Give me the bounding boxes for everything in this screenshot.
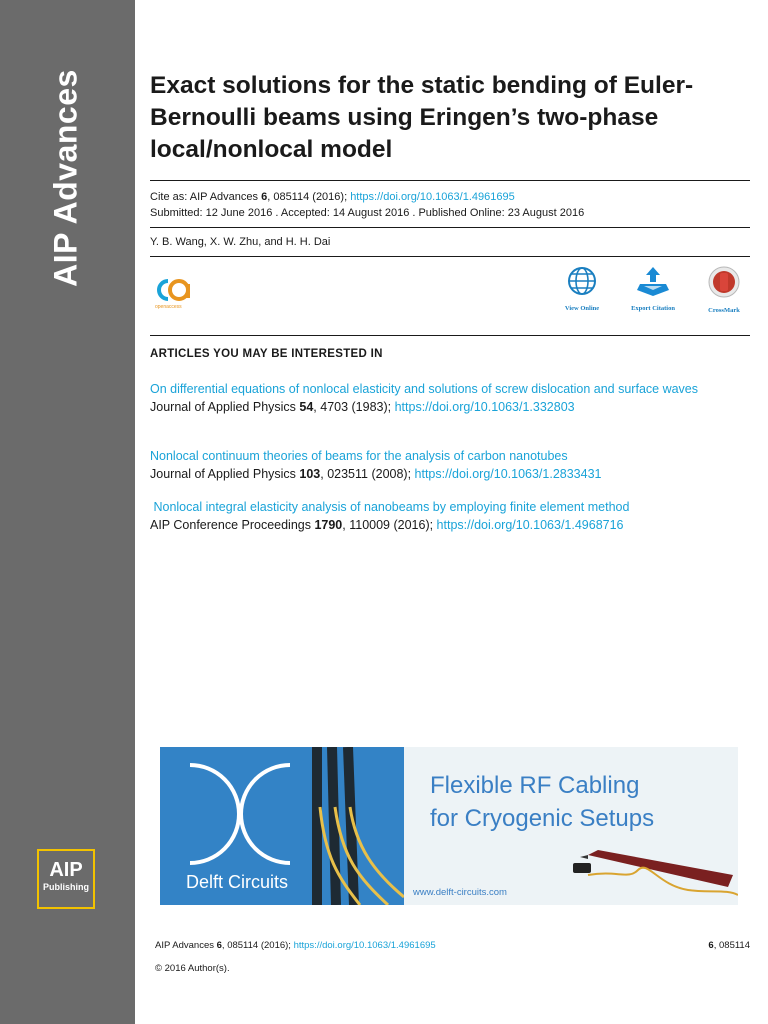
export-citation-button[interactable]	[618, 266, 688, 312]
open-access-icon	[152, 276, 198, 304]
footer-volume: 6	[216, 940, 222, 951]
banner-headline	[430, 769, 654, 835]
view-online-label: View Online	[564, 305, 600, 312]
article-title: Exact solutions for the static bending of Euler-Bernoulli beams using Eringen’s two-phase local/nonlocal model	[150, 72, 694, 163]
open-access-logo	[152, 276, 198, 316]
related-article-doi-link[interactable]: https://doi.org/10.1063/1.2833431	[414, 467, 602, 481]
related-article-journal: Journal of Applied Physics	[150, 467, 300, 481]
related-article-details: , 023511 (2008);	[320, 467, 415, 481]
footer-citation	[155, 939, 750, 952]
related-article	[150, 381, 740, 416]
footer-journal: AIP Advances	[155, 940, 217, 951]
footer-page-number	[708, 939, 750, 952]
citation-line	[150, 189, 515, 205]
export-citation-label: Export Citation	[631, 305, 675, 312]
cite-volume: 6	[261, 191, 268, 203]
view-online-button[interactable]	[547, 266, 617, 312]
divider	[150, 335, 750, 336]
article-doi-link[interactable]: https://doi.org/10.1063/1.4961695	[350, 191, 515, 203]
banner-brand-panel	[160, 747, 404, 905]
banner-url: www.delft-circuits.com	[413, 887, 507, 898]
journal-sidebar	[0, 0, 135, 1024]
crossmark-icon	[707, 266, 741, 298]
crossmark-label: CrossMark	[708, 307, 740, 314]
divider	[150, 227, 750, 228]
footer-page-volume: 6	[708, 940, 714, 951]
related-article-volume: 54	[299, 400, 314, 414]
related-article-volume: 103	[299, 467, 321, 481]
related-article	[150, 448, 740, 483]
related-article-doi-link[interactable]: https://doi.org/10.1063/1.4968716	[436, 518, 624, 532]
banner-headline-line1: Flexible RF Cabling	[430, 772, 640, 799]
footer-copyright: © 2016 Author(s).	[155, 963, 230, 974]
export-icon	[636, 266, 670, 296]
related-article-citation	[150, 466, 740, 483]
banner-brand-name: Delft Circuits	[186, 872, 289, 892]
aip-logo-text: AIP	[49, 859, 83, 881]
related-article-volume: 1790	[314, 518, 343, 532]
aip-publishing-logo[interactable]	[37, 849, 95, 909]
cite-label: Cite as: AIP Advances	[150, 191, 262, 203]
pencil-cable-illustration	[558, 845, 738, 905]
related-article-citation	[150, 399, 740, 416]
page-footer	[155, 939, 750, 974]
footer-page-article: , 085114	[713, 940, 750, 951]
article-dates: Submitted: 12 June 2016 . Accepted: 14 August 2016 . Published Online: 23 August 2016	[150, 207, 585, 219]
related-article-details: , 110009 (2016);	[342, 518, 437, 532]
cite-rest: , 085114 (2016);	[267, 191, 351, 203]
footer-doi-link[interactable]: https://doi.org/10.1063/1.4961695	[293, 940, 436, 951]
related-article-title-link[interactable]: On differential equations of nonlocal elasticity and solutions of screw dislocation and surface waves	[150, 382, 698, 396]
divider	[150, 256, 750, 257]
article-authors: Y. B. Wang, X. W. Zhu, and H. H. Dai	[150, 236, 331, 248]
footer-details: , 085114 (2016);	[221, 940, 294, 951]
publishing-logo-text: Publishing	[43, 882, 89, 892]
article-tools	[150, 262, 750, 322]
related-article-title-link[interactable]: Nonlocal integral elasticity analysis of nanobeams by employing finite element method	[150, 500, 630, 514]
divider	[150, 180, 750, 181]
related-article	[150, 499, 740, 534]
globe-icon	[567, 266, 597, 296]
banner-headline-line2: for Cryogenic Setups	[430, 805, 655, 832]
related-article-details: , 4703 (1983);	[313, 400, 395, 414]
related-article-title-link[interactable]: Nonlocal continuum theories of beams for the analysis of carbon nanotubes	[150, 449, 568, 463]
related-article-doi-link[interactable]: https://doi.org/10.1063/1.332803	[394, 400, 575, 414]
advertisement-banner[interactable]	[160, 747, 738, 905]
open-access-label: openaccess	[155, 304, 182, 310]
related-articles-heading: ARTICLES YOU MAY BE INTERESTED IN	[150, 348, 383, 360]
crossmark-button[interactable]	[689, 266, 759, 314]
related-article-citation	[150, 517, 740, 534]
related-article-journal: AIP Conference Proceedings	[150, 518, 315, 532]
journal-name-vertical: AIP Advances	[47, 69, 84, 287]
related-article-journal: Journal of Applied Physics	[150, 400, 300, 414]
